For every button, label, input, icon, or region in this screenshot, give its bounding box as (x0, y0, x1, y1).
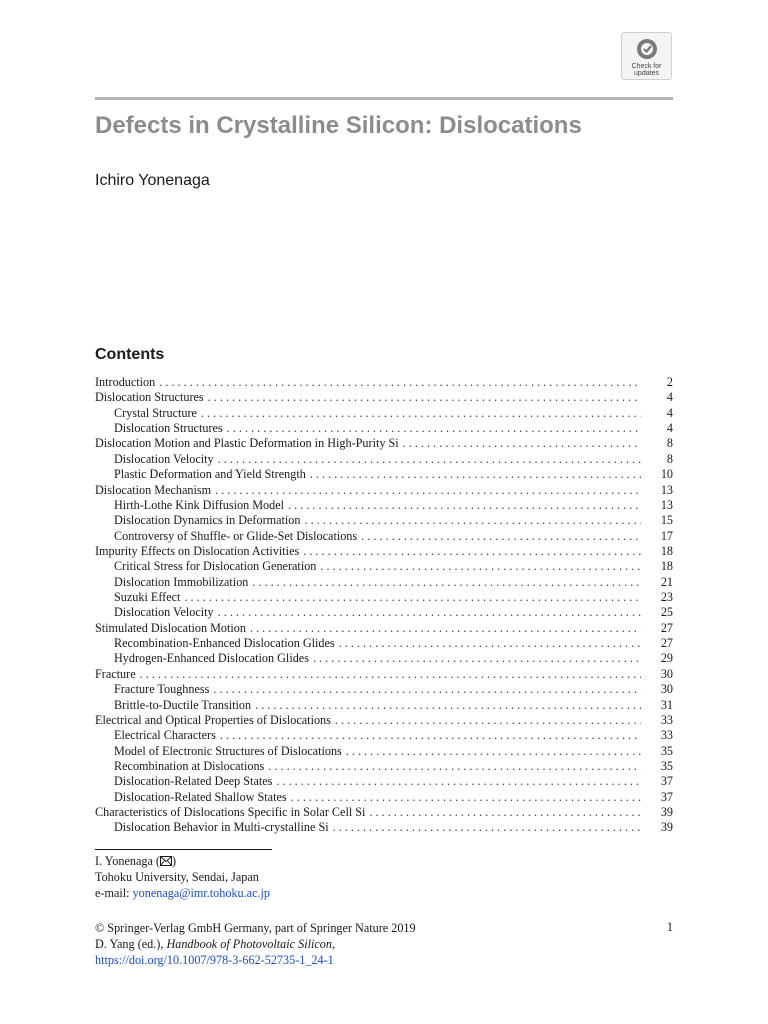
toc-entry[interactable] (95, 774, 673, 789)
toc-entry[interactable] (95, 759, 673, 774)
toc-dot-leader (227, 421, 641, 436)
toc-entry-page: 21 (660, 574, 673, 589)
toc-entry-title: Introduction (95, 375, 156, 389)
footnote-author-name: I. Yonenaga ( (95, 854, 160, 868)
toc-entry[interactable] (95, 682, 673, 697)
toc-dot-leader (305, 513, 642, 528)
toc-entry-page: 18 (660, 559, 673, 574)
toc-entry-page: 17 (660, 528, 673, 543)
toc-dot-leader (208, 390, 641, 405)
toc-dot-leader (218, 452, 641, 467)
toc-dot-leader (291, 790, 641, 805)
chapter-title: Defects in Crystalline Silicon: Dislocations (95, 112, 582, 139)
toc-entry[interactable] (95, 436, 673, 451)
toc-entry-title: Dislocation Mechanism (95, 482, 212, 497)
toc-dot-leader (215, 483, 641, 498)
toc-dot-leader (276, 774, 641, 789)
toc-entry[interactable] (95, 636, 673, 651)
toc-dot-leader (313, 651, 641, 666)
toc-entry-title: Fracture Toughness (114, 682, 210, 697)
toc-entry[interactable] (95, 483, 673, 498)
toc-entry-page: 13 (660, 497, 673, 512)
toc-entry-page: 8 (666, 451, 673, 466)
toc-dot-leader (201, 406, 641, 421)
toc-entry-title: Critical Stress for Dislocation Generation (114, 559, 317, 574)
editor-prefix: D. Yang (ed.), (95, 937, 167, 951)
toc-entry[interactable] (95, 590, 673, 605)
toc-entry-title: Model of Electronic Structures of Dislocations (114, 743, 342, 758)
toc-entry-title: Hirth-Lothe Kink Diffusion Model (114, 497, 285, 512)
check-for-updates-badge[interactable] (621, 32, 672, 80)
toc-entry[interactable] (95, 820, 673, 835)
contents-heading: Contents (95, 346, 165, 363)
toc-entry-title: Dislocation-Related Deep States (114, 774, 273, 789)
toc-entry-title: Fracture (95, 666, 136, 681)
toc-entry[interactable] (95, 406, 673, 421)
toc-entry[interactable] (95, 513, 673, 528)
toc-entry-title: Dislocation-Related Shallow States (114, 789, 287, 804)
toc-entry[interactable] (95, 667, 673, 682)
toc-dot-leader (403, 436, 641, 451)
toc-entry-page: 35 (660, 743, 673, 758)
toc-entry-page: 39 (660, 820, 673, 835)
toc-entry-page: 30 (660, 682, 673, 697)
toc-entry-page: 39 (660, 805, 673, 820)
toc-entry-title: Recombination at Dislocations (114, 758, 265, 773)
toc-entry-title: Characteristics of Dislocations Specific in Solar Cell Si (95, 805, 366, 820)
toc-entry[interactable] (95, 621, 673, 636)
toc-entry-page: 2 (666, 375, 673, 389)
toc-entry[interactable] (95, 467, 673, 482)
toc-entry-title: Impurity Effects on Dislocation Activities (95, 543, 300, 558)
toc-entry-page: 18 (660, 543, 673, 558)
toc-entry-title: Dislocation Velocity (114, 451, 214, 466)
toc-entry[interactable] (95, 713, 673, 728)
footnote-name-close: ) (172, 854, 177, 868)
footnote-author (95, 853, 176, 869)
toc-entry[interactable] (95, 605, 673, 620)
toc-entry-title: Dislocation Immobilization (114, 574, 249, 589)
email-link[interactable]: yonenaga@imr.tohoku.ac.jp (132, 886, 271, 900)
toc-entry[interactable] (95, 375, 673, 390)
toc-entry-page: 33 (660, 728, 673, 743)
toc-entry-title: Brittle-to-Ductile Transition (114, 697, 252, 712)
toc-dot-leader (288, 498, 641, 513)
toc-entry-page: 15 (660, 513, 673, 528)
toc-entry-title: Electrical and Optical Properties of Dislocations (95, 712, 331, 727)
toc-entry-title: Stimulated Dislocation Motion (95, 620, 246, 635)
toc-entry-title: Dislocation Velocity (114, 605, 214, 620)
toc-entry[interactable] (95, 744, 673, 759)
toc-entry[interactable] (95, 559, 673, 574)
toc-dot-leader (339, 636, 641, 651)
toc-entry-page: 35 (660, 758, 673, 773)
toc-entry-page: 4 (666, 405, 673, 420)
toc-entry-page: 8 (666, 436, 673, 451)
toc-dot-leader (255, 698, 641, 713)
toc-entry-page: 23 (660, 590, 673, 605)
toc-entry[interactable] (95, 529, 673, 544)
toc-dot-leader (346, 744, 641, 759)
book-title: Handbook of Photovoltaic Silicon (166, 937, 332, 951)
toc-entry-title: Recombination-Enhanced Dislocation Glides (114, 636, 335, 651)
email-label: e-mail: (95, 886, 133, 900)
toc-dot-leader (333, 820, 641, 835)
toc-entry-title: Dislocation Behavior in Multi-crystalline Si (114, 820, 329, 835)
toc-entry-page: 33 (660, 712, 673, 727)
toc-dot-leader (218, 605, 641, 620)
table-of-contents (95, 375, 673, 836)
toc-entry[interactable] (95, 790, 673, 805)
toc-entry[interactable] (95, 575, 673, 590)
toc-dot-leader (335, 713, 641, 728)
toc-dot-leader (310, 467, 641, 482)
toc-entry-title: Dislocation Structures (95, 390, 204, 405)
toc-dot-leader (220, 728, 641, 743)
toc-dot-leader (320, 559, 641, 574)
toc-entry-page: 13 (660, 482, 673, 497)
footnote-affiliation: Tohoku University, Sendai, Japan (95, 870, 259, 884)
envelope-icon (160, 856, 172, 866)
toc-dot-leader (140, 667, 641, 682)
toc-entry-title: Electrical Characters (114, 728, 216, 743)
footnote-rule (95, 849, 272, 850)
toc-entry[interactable] (95, 651, 673, 666)
toc-entry-title: Dislocation Dynamics in Deformation (114, 513, 301, 528)
toc-dot-leader (184, 590, 641, 605)
editor-line (95, 936, 335, 952)
doi-link[interactable]: https://doi.org/10.1007/978-3-662-52735-1_24-1 (95, 953, 334, 967)
title-rule (95, 97, 673, 100)
toc-entry-page: 27 (660, 620, 673, 635)
toc-entry[interactable] (95, 544, 673, 559)
toc-entry-page: 10 (660, 467, 673, 482)
check-updates-icon (635, 37, 659, 61)
toc-entry[interactable] (95, 452, 673, 467)
toc-entry-page: 27 (660, 636, 673, 651)
toc-entry-page: 25 (660, 605, 673, 620)
toc-entry-title: Plastic Deformation and Yield Strength (114, 467, 306, 482)
toc-entry-title: Dislocation Motion and Plastic Deformation in High-Purity Si (95, 436, 399, 451)
toc-entry-page: 4 (666, 390, 673, 405)
toc-entry-title: Dislocation Structures (114, 421, 223, 436)
footnote-email-line (95, 885, 270, 901)
toc-entry-page: 4 (666, 421, 673, 436)
toc-entry[interactable] (95, 421, 673, 436)
toc-dot-leader (268, 759, 641, 774)
toc-entry-title: Controversy of Shuffle- or Glide-Set Dislocations (114, 528, 358, 543)
toc-entry[interactable] (95, 698, 673, 713)
copyright-line: © Springer-Verlag GmbH Germany, part of Springer Nature 2019 (95, 921, 416, 935)
toc-entry[interactable] (95, 498, 673, 513)
toc-dot-leader (361, 529, 641, 544)
toc-entry[interactable] (95, 728, 673, 743)
toc-dot-leader (159, 375, 641, 390)
page-number: 1 (666, 920, 673, 934)
author-name: Ichiro Yonenaga (95, 172, 210, 189)
toc-dot-leader (250, 621, 641, 636)
toc-dot-leader (369, 805, 641, 820)
toc-entry-page: 31 (660, 697, 673, 712)
toc-entry-page: 29 (660, 651, 673, 666)
book-suffix: , (331, 937, 336, 951)
toc-entry-title: Suzuki Effect (114, 590, 181, 605)
toc-entry[interactable] (95, 390, 673, 405)
badge-line-1: Check for (631, 63, 662, 70)
toc-entry-page: 30 (660, 666, 673, 681)
toc-entry-title: Crystal Structure (114, 405, 197, 420)
badge-line-2: updates (634, 70, 659, 77)
toc-dot-leader (213, 682, 641, 697)
toc-entry[interactable] (95, 805, 673, 820)
toc-entry-page: 37 (660, 789, 673, 804)
toc-entry-title: Hydrogen-Enhanced Dislocation Glides (114, 651, 309, 666)
toc-dot-leader (252, 575, 641, 590)
toc-entry-page: 37 (660, 774, 673, 789)
toc-dot-leader (303, 544, 641, 559)
